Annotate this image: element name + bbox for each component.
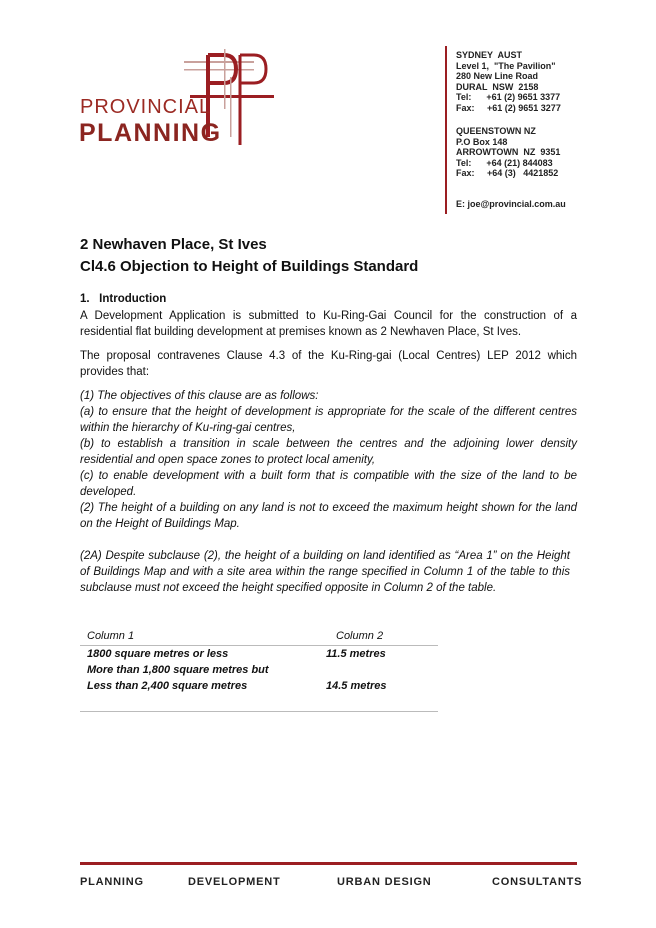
contact-line: QUEENSTOWN NZ (456, 126, 536, 136)
quoted-clause (80, 388, 577, 532)
footer-consultants: CONSULTANTS (492, 876, 583, 888)
contact-line: Tel: +61 (2) 9651 3377 (456, 92, 561, 102)
contact-line: DURAL NSW 2158 (456, 81, 539, 92)
footer-development: DEVELOPMENT (188, 876, 281, 888)
paragraph-intro: A Development Application is submitted to Ku-Ring-Gai Council for the construction of a residential flat building development at premises known as 2 Newhaven Place, St Ives. (80, 310, 577, 338)
contact-nz (456, 126, 560, 179)
table-header-col2: Column 2 (336, 630, 384, 642)
table-header-rule (80, 645, 438, 646)
quote-line: (c) to enable development with a built form that is compatible with the size of the land to be developed. (80, 470, 577, 498)
table-cell: More than 1,800 square metres but (87, 664, 269, 676)
contact-line: Fax: +64 (3) 4421852 (456, 168, 559, 178)
logo-text-provincial: PROVINCIAL (80, 96, 212, 118)
contact-line: 280 New Line Road (456, 71, 539, 81)
subclause-2a: (2A) Despite subclause (2), the height of a building on land identified as “Area 1” on the Height of Buildings Map and with a site area within the range specified in Column 1 of the table to this subclause must not exceed the height specified opposite in Column 2 of the table. (80, 550, 570, 594)
table-header-col1: Column 1 (87, 630, 135, 642)
section-heading-text: 1. Introduction (80, 293, 167, 305)
contact-line: Level 1, "The Pavilion" (456, 60, 556, 71)
footer-planning: PLANNING (80, 876, 144, 888)
contact-line: P.O Box 148 (456, 136, 508, 147)
contact-divider (445, 46, 447, 214)
footer-urban-design: URBAN DESIGN (337, 876, 432, 888)
table-bottom-rule (80, 711, 438, 712)
footer-rule (80, 862, 577, 865)
paragraph-contravenes: The proposal contravenes Clause 4.3 of the Ku-Ring-gai (Local Centres) LEP 2012 which provides that: (80, 350, 577, 378)
quote-line: (b) to establish a transition in scale between the centres and the adjoining lower density residential and open space zones to protect local amenity, (80, 438, 577, 466)
table-cell: Less than 2,400 square metres (87, 680, 248, 692)
contact-line: Fax: +61 (2) 9651 3277 (456, 102, 561, 113)
quote-line: (1) The objectives of this clause are as follows: (80, 390, 319, 402)
contact-line: SYDNEY AUST (456, 50, 523, 60)
quote-line: (a) to ensure that the height of development is appropriate for the scale of the different centres within the hierarchy of Ku-ring-gai centres, (80, 406, 577, 434)
contact-sydney (456, 50, 561, 113)
logo-text-planning: PLANNING (79, 119, 222, 147)
contact-email[interactable]: E: joe@provincial.com.au (456, 199, 566, 209)
contact-line: ARROWTOWN NZ 9351 (456, 147, 561, 157)
quote-line: (2) The height of a building on any land is not to exceed the maximum height shown for the land on the Height of Buildings Map. (80, 502, 577, 530)
contact-line: Tel: +64 (21) 844083 (456, 157, 553, 168)
document-title: 2 Newhaven Place, St Ives (80, 236, 267, 253)
document-subtitle: Cl4.6 Objection to Height of Buildings Standard (80, 258, 419, 275)
table-cell: 11.5 metres (326, 648, 386, 660)
table-cell: 1800 square metres or less (87, 648, 229, 660)
table-cell: 14.5 metres (326, 680, 387, 692)
section-heading-introduction (80, 293, 166, 305)
